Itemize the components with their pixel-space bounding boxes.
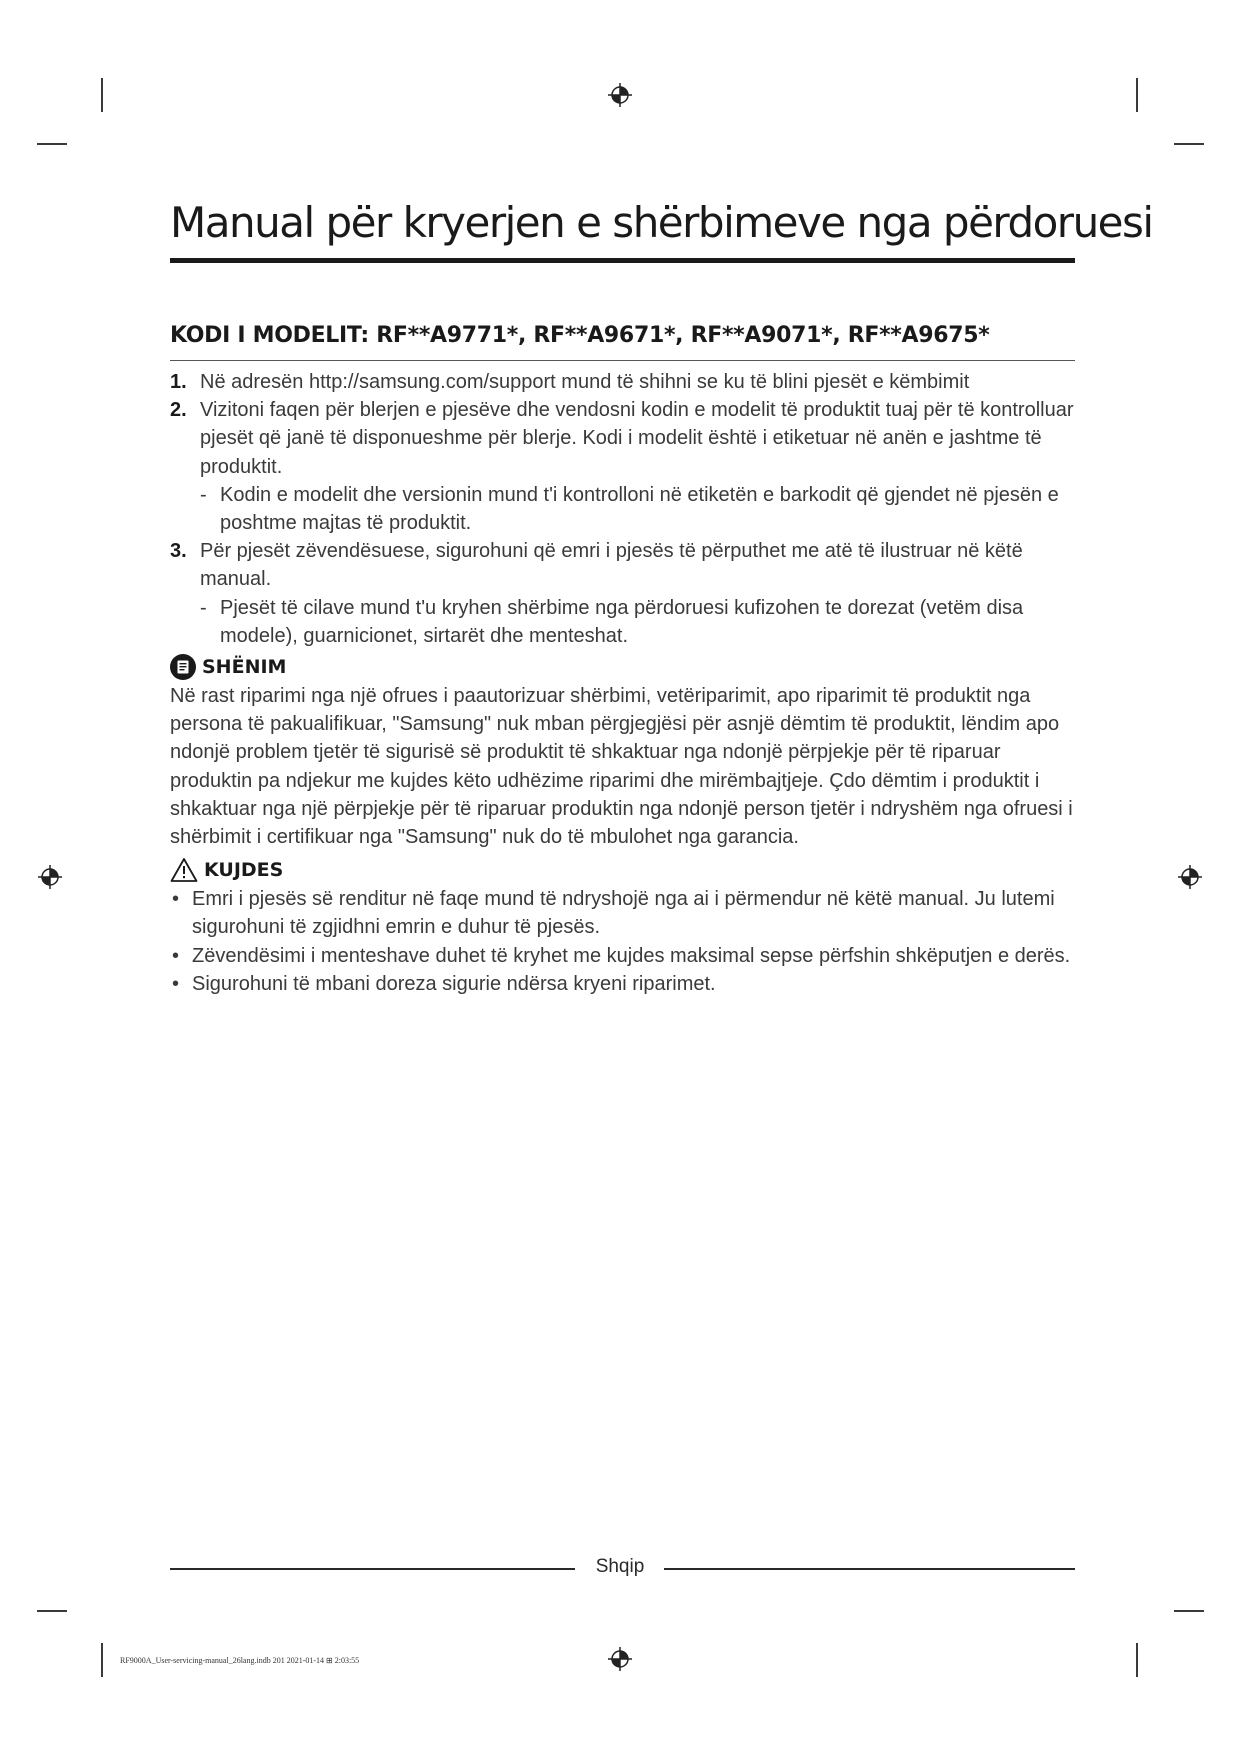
caution-item [170, 970, 1075, 998]
title-rule [170, 258, 1075, 263]
caution-item-text: Emri i pjesës së renditur në faqe mund të ndryshojë nga ai i përmendur në këtë manual. Ju lutemi sigurohuni të zgjidhni emrin e duhur të pjesës. [192, 888, 1055, 939]
note-text: Në rast riparimi nga një ofrues i paautorizuar shërbimi, vetëriparimit, apo riparimit të produktit nga persona të pakualifikuar, "Samsung" nuk mban përgjegjësi për asnjë dëmtim të produktit, lëndim apo ndonjë problem tjetër të sigurisë së produktit të shkaktuar nga ndonjë përpjekje për të riparuar produktin pa ndjekur me kujdes këto udhëzime riparimi dhe mirëmbajtjeje. Çdo dëmtim i produktit i shkaktuar nga një përpjekje për të riparuar produktin nga ndonjë person tjetër i ndryshëm nga ofruesi i shërbimit i certifikuar nga "Samsung" nuk do të mbulohet nga garancia. [170, 685, 1073, 849]
print-file-info: RF9000A_User-servicing-manual_26lang.indb 201 2021-01-14 ⊞ 2:03:55 [120, 1656, 360, 1665]
bullet-marker: • [172, 944, 180, 967]
steps-list [170, 368, 1075, 481]
model-code-heading: KODI I MODELIT: RF**A9771*, RF**A9671*, RF**A9071*, RF**A9675* [170, 323, 990, 348]
caution-item [170, 942, 1075, 970]
dash-marker: - [200, 596, 207, 619]
dash-marker: - [200, 483, 207, 506]
step-number: 3. [170, 540, 187, 563]
sub-item [170, 481, 1075, 537]
caution-list [170, 885, 1075, 998]
note-heading [170, 652, 1075, 682]
step-item [170, 537, 1075, 593]
step-text: Vizitoni faqen për blerjen e pjesëve dhe vendosni kodin e modelit të produktit tuaj për të kontrolluar pjesët që janë të disponueshme për blerje. Kodi i modelit është i etiketuar në anën e jashtme të produktit. [200, 399, 1074, 478]
caution-item-text: Zëvendësimi i menteshave duhet të kryhet me kujdes maksimal sepse përfshin shkëputjen e derës. [192, 944, 1071, 967]
sub-item [170, 594, 1075, 650]
warning-triangle-icon [170, 857, 198, 883]
crop-mark-right-top [1174, 143, 1204, 145]
registration-mark-icon [607, 82, 633, 108]
bullet-marker: • [172, 888, 180, 911]
step-number: 2. [170, 399, 187, 422]
sub-item-text: Pjesët të cilave mund t'u kryhen shërbime nga përdoruesi kufizohen te dorezat (vetëm disa modele), guarnicionet, sirtarët dhe menteshat. [220, 596, 1024, 647]
step-text: Në adresën http://samsung.com/support mund të shihni se ku të blini pjesët e këmbimit [200, 371, 970, 393]
step-item [170, 396, 1075, 481]
footer-language: Shqip [595, 1556, 645, 1577]
note-icon [170, 654, 196, 680]
crop-mark-bottom-right [1136, 1643, 1138, 1677]
main-content [170, 368, 1075, 998]
crop-mark-top-left [101, 78, 103, 112]
crop-mark-top-right [1136, 78, 1138, 112]
note-heading-label: SHËNIM [202, 655, 287, 678]
step-number: 1. [170, 371, 187, 393]
sub-item-text: Kodin e modelit dhe versionin mund t'i kontrolloni në etiketën e barkodit që gjendet në pjesën e poshtme majtas të produktit. [220, 483, 1059, 535]
caution-item [170, 885, 1075, 941]
section-rule [170, 360, 1075, 361]
footer-rule-left [170, 1568, 575, 1570]
step-item [170, 368, 1075, 396]
step-text: Për pjesët zëvendësuese, sigurohuni që emri i pjesës të përputhet me atë të ilustruar në këtë manual. [200, 540, 1023, 591]
crop-mark-bottom-left [101, 1643, 103, 1677]
registration-mark-icon [607, 1646, 633, 1672]
bullet-marker: • [172, 972, 180, 995]
caution-heading-label: KUJDES [204, 859, 284, 882]
steps-list [170, 537, 1075, 593]
page-title: Manual për kryerjen e shërbimeve nga përdoruesi [170, 198, 1153, 247]
footer-rule-right [664, 1568, 1075, 1570]
caution-item-text: Sigurohuni të mbani doreza sigurie ndërsa kryeni riparimet. [192, 972, 716, 995]
crop-mark-right-bottom [1174, 1610, 1204, 1612]
registration-mark-icon [1177, 864, 1203, 890]
crop-mark-left-top [37, 143, 67, 145]
registration-mark-icon [37, 864, 63, 890]
crop-mark-left-bottom [37, 1610, 67, 1612]
caution-heading [170, 855, 1075, 885]
